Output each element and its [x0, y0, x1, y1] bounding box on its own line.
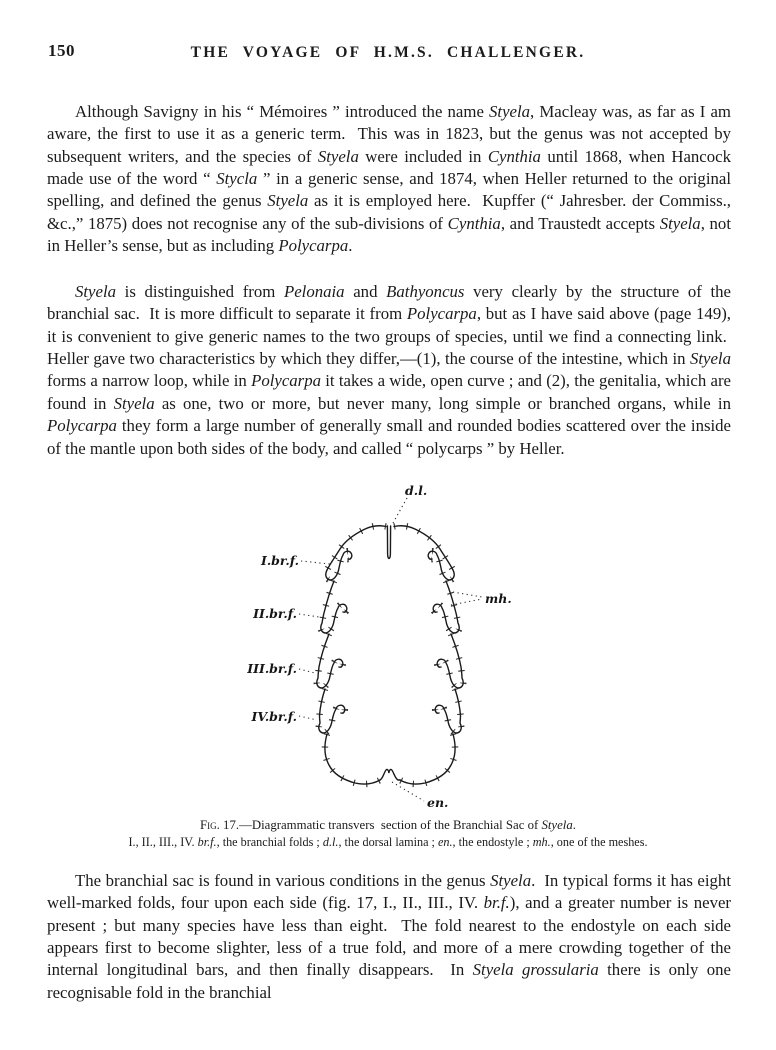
- sac-outline-left: [317, 526, 386, 784]
- paragraph-branchial-sac: The branchial sac is found in various conditions in the genus Styela. In typical forms it has eight well-marked folds, four upon each side (fig. 17, I., II., III., IV. br.f.), and a greater number is never present ; but many species have less than eight. The fold nearest to the endostyle on each side appears first to become slighter, less of a true fold, and more of a mere crowding together of the internal longitudinal bars, and then finally disappears. In Styela grossularia there is only one recognisable fold in the branchial: [47, 870, 731, 1002]
- figure-caption-key: I., II., III., IV. br.f., the branchial folds ; d.l., the dorsal lamina ; en., the endostyle ; mh., one of the meshes.: [128, 835, 648, 849]
- endostyle-bumps: [380, 769, 400, 780]
- leader-mh-upper: [453, 592, 482, 597]
- label-endostyle: en.: [427, 795, 449, 810]
- figure-caption-title: Fig. 17.—Diagrammatic transvers section of the Branchial Sac of Styela.: [200, 818, 576, 832]
- paragraph-savigny: Although Savigny in his “ Mémoires ” introduced the name Styela, Macleay was, as far as I am aware, the first to use it as a generic term. This was in 1823, but the genus was not accepted by subsequent writers, and the species of Styela were included in Cynthia until 1868, when Hancock made use of the word “ Stycla ” in a generic sense, and 1874, when Heller returned to the original spelling, and defined the genus Styela as it is employed here. Kupffer (“ Jahresber. der Commiss., &c.,” 1875) does not recognise any of the sub-divisions of Cynthia, and Traustedt accepts Styela, not in Heller’s sense, but as including Polycarpa.: [47, 101, 731, 256]
- label-branchial-fold-4: IV.br.f.: [251, 709, 297, 724]
- page-number: 150: [48, 41, 75, 60]
- branchial-sac-illustration: [200, 485, 580, 820]
- outline-ticks-right: [394, 526, 463, 784]
- leader-fold2: [299, 614, 319, 617]
- paragraph-styela-distinguished: Styela is distinguished from Pelonaia and Bathyoncus very clearly by the structure of the branchial sac. It is more difficult to separate it from Polycarpa, but as I have said above (page 149), it is convenient to give generic names to the two groups of species, until we find a connecting link. Heller gave two characteristics by which they differ,—(1), the course of the intestine, which in Styela forms a narrow loop, while in Polycarpa it takes a wide, open curve ; and (2), the genitalia, which are found in Styela as one, two or more, but never many, long simple or branched organs, while in Polycarpa they form a large number of generally small and rounded bodies scattered over the inside of the mantle upon both sides of the body, and called “ polycarps ” by Heller.: [47, 281, 731, 458]
- outline-ticks-left: [317, 526, 386, 784]
- label-branchial-fold-1: I.br.f.: [260, 553, 299, 568]
- label-mesh: mh.: [485, 591, 512, 606]
- leader-fold4: [299, 716, 317, 720]
- label-dorsal-lamina: d.l.: [405, 485, 428, 498]
- sac-outline-right: [394, 526, 463, 784]
- leader-dl: [393, 498, 407, 523]
- figure-17-branchial-sac-diagram: [200, 485, 580, 820]
- leader-en: [392, 782, 424, 801]
- label-branchial-fold-2: II.br.f.: [253, 606, 297, 621]
- leader-fold3: [299, 669, 315, 673]
- leader-mh-lower: [451, 599, 482, 605]
- leader-fold1: [301, 561, 330, 564]
- dorsal-lamina-slit: [387, 526, 390, 559]
- label-branchial-fold-3: III.br.f.: [247, 661, 297, 676]
- running-title: THE VOYAGE OF H.M.S. CHALLENGER.: [190, 44, 586, 61]
